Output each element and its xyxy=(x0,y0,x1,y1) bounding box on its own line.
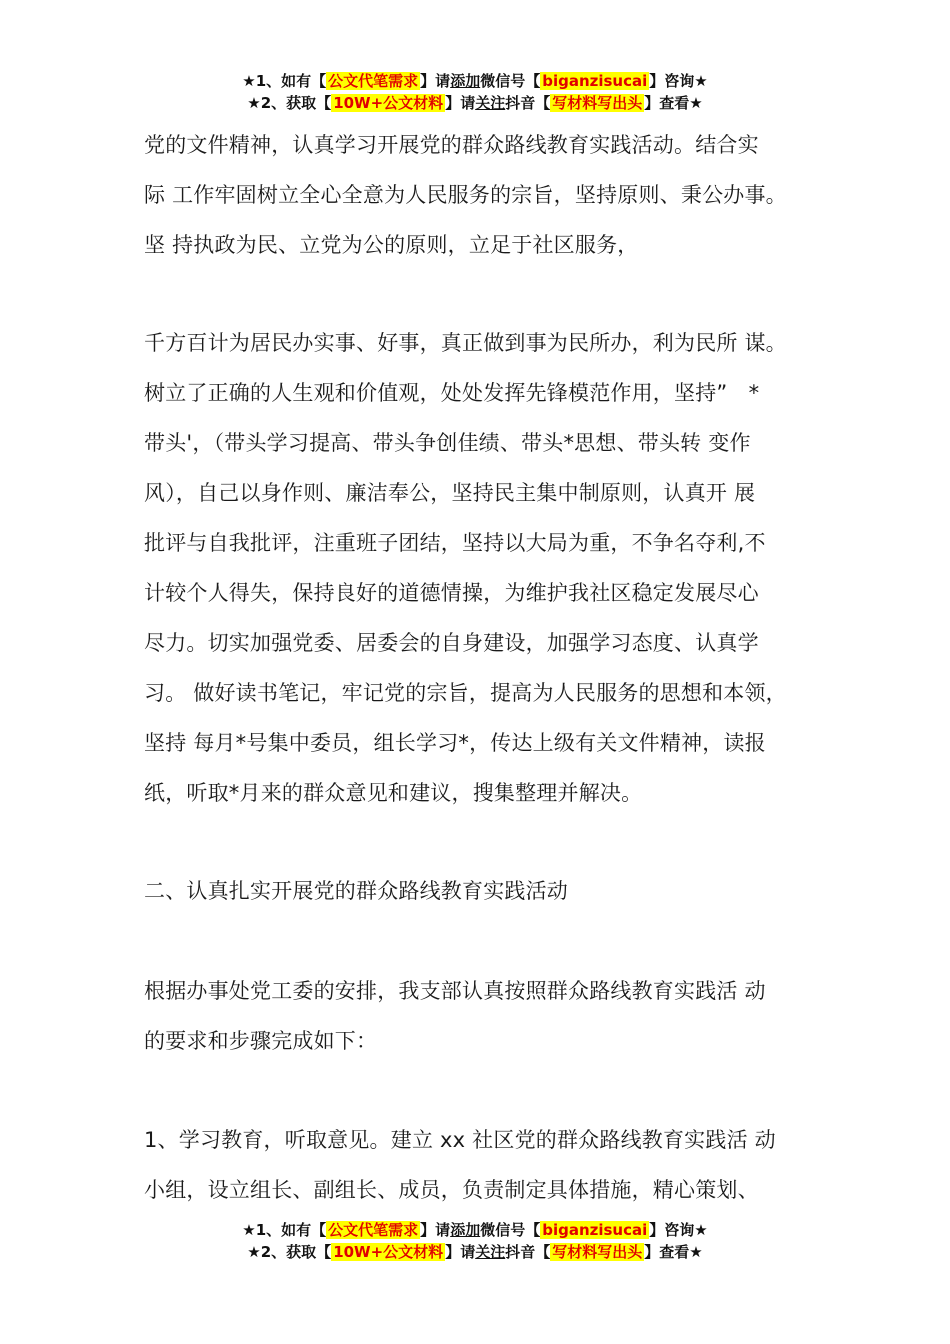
banner-text: 】请 xyxy=(445,94,476,112)
banner-text: ★1、如有【 xyxy=(242,1221,327,1239)
heading-text: 二、认真扎实开展党的群众路线教育实践活动 xyxy=(144,879,568,903)
footer-banner xyxy=(0,1219,950,1263)
paragraph-2 xyxy=(144,318,844,818)
text-line: 批评与自我批评，注重班子团结，坚持以大局为重，不争名夺利,不 xyxy=(144,531,766,555)
paragraph-3 xyxy=(144,966,844,1066)
underlined-text: 关注 xyxy=(475,1243,506,1261)
underlined-text: 添加 xyxy=(450,72,481,90)
banner-text: 】请 xyxy=(420,1221,451,1239)
text-line: 纸，听取*月来的群众意见和建议，搜集整理并解决。 xyxy=(144,781,643,805)
banner-text: ★2、获取【 xyxy=(247,94,332,112)
banner-line-1 xyxy=(0,1219,950,1241)
banner-text: 微信号【 xyxy=(480,1221,541,1239)
highlight-text: 公文代笔需求 xyxy=(328,72,419,90)
banner-text: 】咨询★ xyxy=(649,1221,708,1239)
text-line: 坚持 每月*号集中委员，组长学习*，传达上级有关文件精神，读报 xyxy=(144,731,766,755)
banner-text: 抖音【 xyxy=(505,94,551,112)
banner-text: 】请 xyxy=(445,1243,476,1261)
underlined-text: 添加 xyxy=(450,1221,481,1239)
header-banner xyxy=(0,70,950,114)
section-heading xyxy=(144,866,844,916)
highlight-text: 10W+公文材料 xyxy=(333,94,444,112)
wechat-id: biganzisucai xyxy=(542,1221,648,1239)
banner-text: 】咨询★ xyxy=(649,72,708,90)
banner-text: ★2、获取【 xyxy=(247,1243,332,1261)
underlined-text: 关注 xyxy=(475,94,506,112)
text-line: 小组，设立组长、副组长、成员，负责制定具体措施，精心策划、 xyxy=(144,1178,759,1202)
banner-line-1 xyxy=(0,70,950,92)
text-line: 尽力。切实加强党委、居委会的自身建设，加强学习态度、认真学 xyxy=(144,631,759,655)
text-line: 党的文件精神，认真学习开展党的群众路线教育实践活动。结合实 xyxy=(144,133,759,157)
douyin-id: 写材料写出头 xyxy=(552,94,643,112)
highlight-text: 公文代笔需求 xyxy=(328,1221,419,1239)
text-line: 计较个人得失，保持良好的道德情操，为维护我社区稳定发展尽心 xyxy=(144,581,759,605)
banner-text: 微信号【 xyxy=(480,72,541,90)
banner-line-2 xyxy=(0,1241,950,1263)
text-line: 树立了正确的人生观和价值观，处处发挥先锋模范作用，坚持” * xyxy=(144,381,760,405)
banner-text: 】请 xyxy=(420,72,451,90)
paragraph-1 xyxy=(144,120,844,270)
text-line: 风），自己以身作则、廉洁奉公，坚持民主集中制原则，认真开 展 xyxy=(144,481,756,505)
banner-text: ★1、如有【 xyxy=(242,72,327,90)
text-line: 习。 做好读书笔记，牢记党的宗旨，提高为人民服务的思想和本领， xyxy=(144,681,787,705)
text-line: 的要求和步骤完成如下： xyxy=(144,1029,378,1053)
text-line: 带头'，（带头学习提高、带头争创佳绩、带头*思想、带头转 变作 xyxy=(144,431,751,455)
text-line: 根据办事处党工委的安排，我支部认真按照群众路线教育实践活 动 xyxy=(144,979,766,1003)
douyin-id: 写材料写出头 xyxy=(552,1243,643,1261)
banner-text: 】查看★ xyxy=(644,94,703,112)
text-line: 1、学习教育，听取意见。建立 xx 社区党的群众路线教育实践活 动 xyxy=(144,1128,776,1152)
banner-text: 抖音【 xyxy=(505,1243,551,1261)
text-line: 坚 持执政为民、立党为公的原则，立足于社区服务， xyxy=(144,233,639,257)
banner-line-2 xyxy=(0,92,950,114)
banner-text: 】查看★ xyxy=(644,1243,703,1261)
paragraph-4 xyxy=(144,1115,844,1215)
wechat-id: biganzisucai xyxy=(542,72,648,90)
text-line: 千方百计为居民办实事、好事，真正做到事为民所办，利为民所 谋。 xyxy=(144,331,787,355)
highlight-text: 10W+公文材料 xyxy=(333,1243,444,1261)
text-line: 际 工作牢固树立全心全意为人民服务的宗旨，坚持原则、秉公办事。 xyxy=(144,183,787,207)
